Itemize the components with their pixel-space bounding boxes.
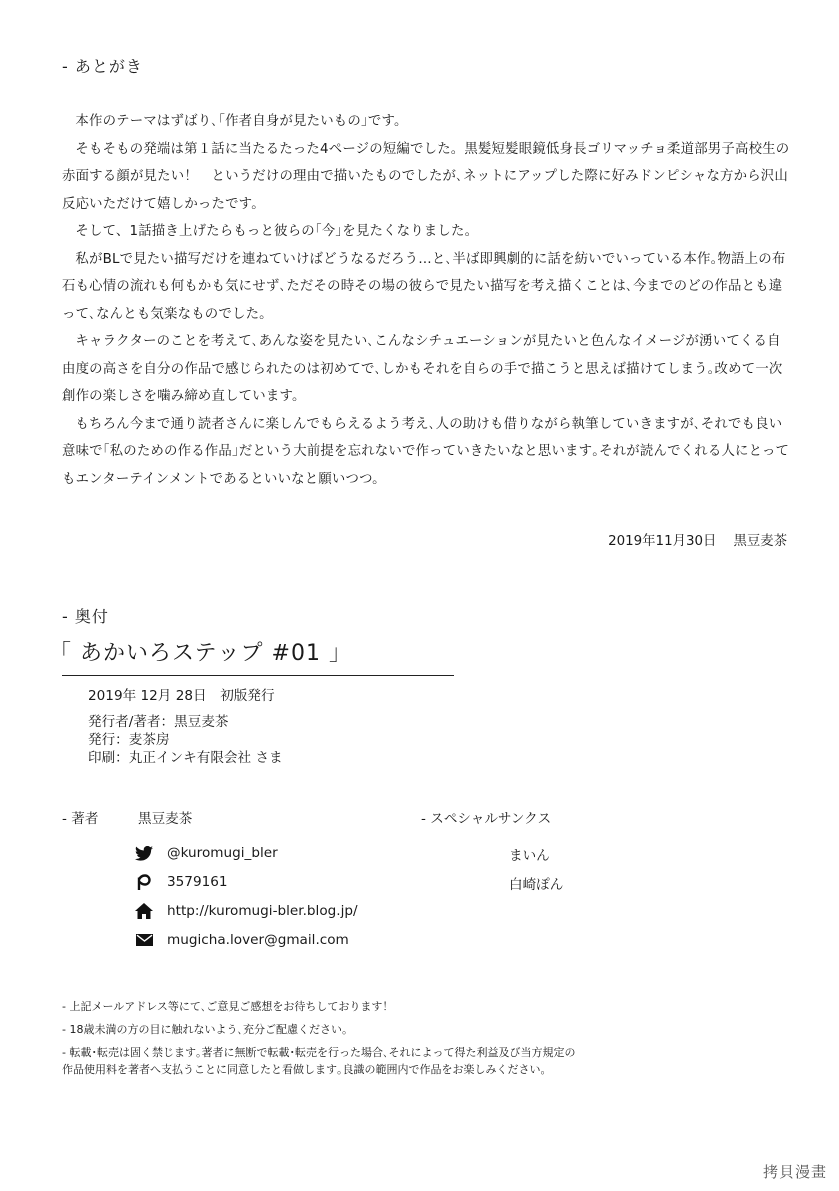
afterword-paragraph: もちろん今まで通り読者さんに楽しんでもらえるよう考え､人の助けも借りながら執筆していきますが､それでも良い意味で｢私のための作る作品｣だという大前提を忘れないで作っていきたいなと思います｡それが読んでくれる人にとってもエンターテインメントであるといいなと願いつつ。 [62, 416, 790, 487]
afterword-paragraph: そして、1話描き上げたらもっと彼らの｢今｣を見たくなりました。 [75, 224, 479, 239]
afterword-author: 黒豆麦茶 [733, 534, 787, 549]
pixiv-icon [133, 871, 155, 893]
thanks-name: 白崎ぽん [509, 877, 564, 893]
note-item: - 上記メールアドレス等にて､ご意見ご感想をお待ちしております！ [62, 1000, 394, 1013]
afterword-date: 2019年11月30日 [608, 534, 717, 549]
author-label: - 著者 [62, 811, 99, 827]
book-title: ｢ あかいろステップ #01 ｣ [60, 641, 341, 666]
email-link[interactable] [133, 929, 349, 951]
thanks-name: まいん [509, 848, 550, 864]
publisher-line: 発行：麦茶房 [88, 732, 170, 748]
twitter-handle: @kuromugi_bler [167, 845, 278, 861]
note-item: - 転載･転売は固く禁じます｡著者に無断で転載･転売を行った場合､それによって得た利益及び当方規定の作品使用料を著者へ支払うことに同意したと看做します｡良識の範囲内で作品をお楽しみください。 [62, 1046, 576, 1076]
pixiv-id: 3579161 [167, 874, 228, 890]
special-thanks-label: - スペシャルサンクス [421, 811, 552, 827]
printer-line: 印刷：丸正インキ有限会社 さま [88, 750, 283, 766]
notes [62, 998, 582, 1084]
author-name: 黒豆麦茶 [138, 811, 193, 827]
mail-icon [133, 929, 155, 951]
watermark: 拷貝漫畫 [762, 1163, 827, 1181]
note-item: - 18歳未満の方の目に触れないよう､充分ご配慮ください。 [62, 1023, 353, 1036]
home-icon [133, 900, 155, 922]
afterword-paragraph: 本作のテーマはずばり､｢作者自身が見たいもの｣です。 [75, 114, 408, 129]
afterword-paragraph: そもそもの発端は第１話に当たるたった4ページの短編でした。黒髪短髪眼鏡低身長ゴリマッチョ柔道部男子高校生の赤面する顔が見たい！ というだけの理由で描いたものでしたが､ネットにアップした際に好みドンピシャな方から沢山反応いただけて嬉しかったです。 [62, 141, 790, 212]
publish-date: 2019年 12月 28日 初版発行 [88, 688, 275, 704]
pixiv-link[interactable] [133, 871, 228, 893]
publisher-author-line: 発行者/著者：黒豆麦茶 [88, 714, 229, 730]
email-address: mugicha.lover@gmail.com [167, 932, 349, 948]
afterword-signature [608, 530, 787, 549]
twitter-icon [133, 842, 155, 864]
blog-url: http://kuromugi-bler.blog.jp/ [167, 903, 358, 919]
afterword-heading: - あとがき [62, 57, 143, 76]
colophon-heading: - 奥付 [62, 607, 109, 626]
afterword-paragraph: 私がBLで見たい描写だけを連ねていけばどうなるだろう…と､半ば即興劇的に話を紡いでいっている本作｡物語上の布石も心情の流れも何もかも気にせず､ただその時その場の彼らで見たい描写を考え描くことは､今までのどの作品とも違って､なんとも気楽なものでした。 [62, 251, 786, 322]
blog-link[interactable] [133, 900, 358, 922]
afterword-body [62, 108, 792, 493]
title-divider [62, 675, 454, 676]
afterword-paragraph: キャラクターのことを考えて､あんな姿を見たい､こんなシチュエーションが見たいと色んなイメージが湧いてくる自由度の高さを自分の作品で感じられたのは初めてで､しかもそれを自らの手で描こうと思えば描けてしまう｡改めて一次創作の楽しさを噛み締め直しています。 [62, 334, 783, 404]
twitter-link[interactable] [133, 842, 278, 864]
